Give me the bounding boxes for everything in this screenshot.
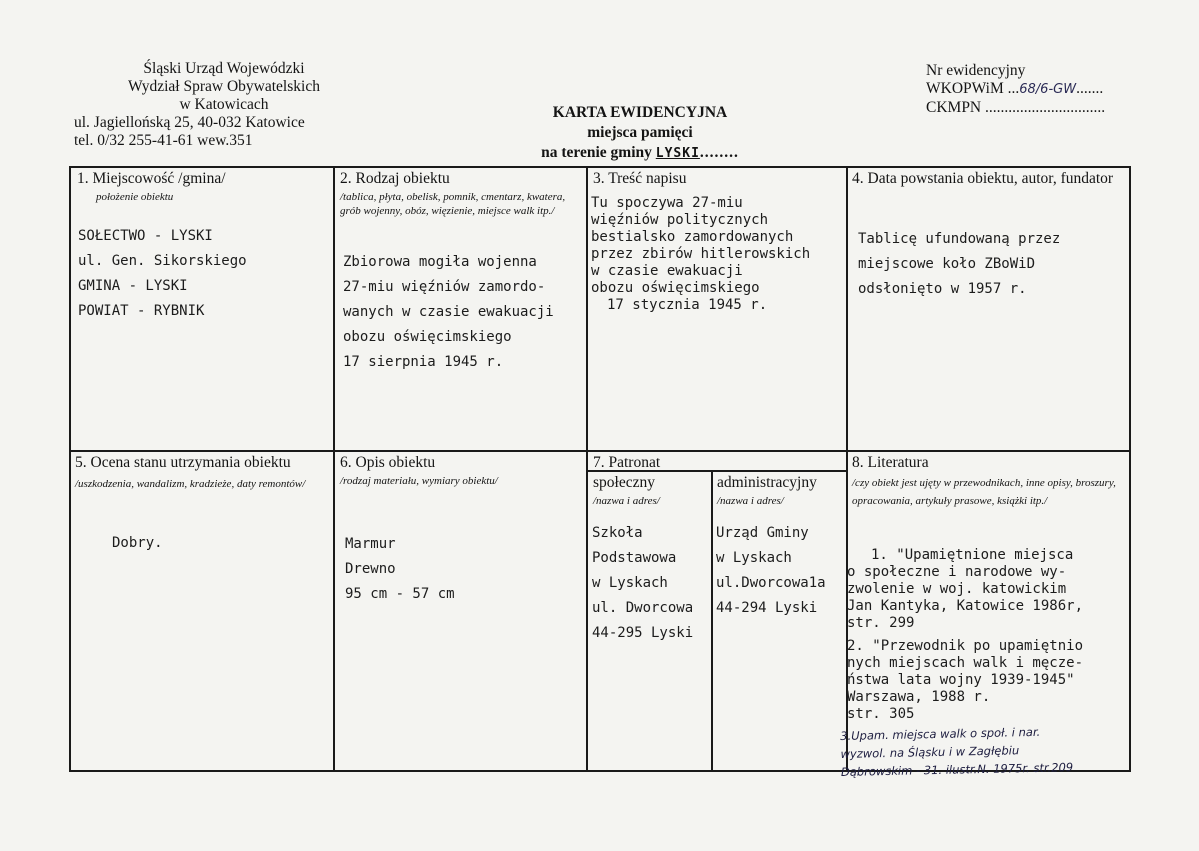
content-line: 44-295 Lyski	[592, 625, 694, 641]
handwritten-line: wyzwol. na Śląsku i w Zagłębiu	[840, 743, 1020, 761]
handwritten-note	[840, 721, 1141, 781]
cell-3-title: 3. Treść napisu	[593, 170, 687, 187]
cell-4-content	[858, 227, 1060, 302]
row-divider	[69, 450, 1131, 452]
content-line: GMINA - LYSKI	[78, 278, 188, 294]
patron-social-title: społeczny	[593, 474, 655, 491]
area-line: na terenie gminy LYSKI........	[541, 144, 739, 161]
content-line: w czasie ewakuacji	[591, 263, 743, 279]
office-phone: tel. 0/32 255-41-61 wew.351	[74, 132, 253, 149]
patron-admin-content	[716, 521, 826, 621]
cell-6-subtitle: /rodzaj materiału, wymiary obiektu/	[340, 475, 498, 487]
wkopwim-line: WKOPWiM ...68/6-GW.......	[926, 80, 1104, 97]
content-line: 95 cm - 57 cm	[345, 586, 455, 602]
content-line: Warszawa, 1988 r.	[847, 689, 991, 705]
content-line: str. 305	[847, 706, 915, 722]
office-line: w Katowicach	[179, 96, 269, 113]
content-line: Jan Kantyka, Katowice 1986r,	[847, 598, 1084, 614]
cell-6-title: 6. Opis obiektu	[340, 454, 436, 471]
cell-5-title: 5. Ocena stanu utrzymania obiektu	[75, 454, 291, 471]
cell-2-subtitle: /tablica, płyta, obelisk, pomnik, cmentarz, kwatera, grób wojenny, obóz, więzienie, miejsce walk itp./	[340, 191, 566, 217]
content-line: miejscowe koło ZBoWiD	[858, 256, 1036, 272]
ckmpn-line: CKMPN ...............................	[926, 99, 1106, 116]
content-line: zwolenie w woj. katowickim	[847, 581, 1067, 597]
cell-3-content	[591, 195, 810, 314]
cell-5-content: Dobry.	[112, 535, 163, 551]
column-divider	[586, 166, 588, 772]
cell-2-title: 2. Rodzaj obiektu	[340, 170, 450, 187]
content-line: POWIAT - RYBNIK	[78, 303, 205, 319]
office-header	[74, 60, 374, 150]
content-line: Urząd Gminy	[716, 525, 809, 541]
content-line: ul. Dworcowa	[592, 600, 694, 616]
cell-8-content	[847, 547, 1083, 723]
content-line: Zbiorowa mogiła wojenna	[343, 254, 537, 270]
content-line: ństwa lata wojny 1939-1945"	[847, 672, 1075, 688]
patron-admin-subtitle: /nazwa i adres/	[717, 495, 784, 507]
form-subtitle: miejsca pamięci	[587, 124, 693, 141]
handwritten-line: 3.Upam. miejsca walk o społ. i nar.	[840, 724, 1041, 743]
patron-admin-title: administracyjny	[717, 474, 817, 491]
office-line: Wydział Spraw Obywatelskich	[128, 78, 320, 95]
cell-1-title: 1. Miejscowość /gmina/	[77, 170, 226, 187]
content-line: 17 stycznia 1945 r.	[607, 297, 768, 313]
content-line: str. 299	[847, 615, 915, 631]
column-divider	[711, 472, 713, 772]
ckmpn-label: CKMPN	[926, 99, 982, 116]
cell-6-content	[345, 532, 455, 607]
area-label: na terenie gminy	[541, 144, 652, 161]
content-line: obozu oświęcimskiego	[591, 280, 760, 296]
content-line: odsłonięto w 1957 r.	[858, 281, 1027, 297]
content-line: przez zbirów hitlerowskich	[591, 246, 811, 262]
registry-block	[926, 62, 1166, 117]
reg-label: Nr ewidencyjny	[926, 62, 1026, 79]
content-line: SOŁECTWO - LYSKI	[78, 228, 213, 244]
cell-8-title: 8. Literatura	[852, 454, 929, 471]
area-value: LYSKI	[655, 146, 700, 161]
form-title-block	[490, 103, 790, 164]
content-line: w Lyskach	[716, 550, 792, 566]
office-line: Śląski Urząd Wojewódzki	[143, 60, 305, 77]
content-line: ul.Dworcowa1a	[716, 575, 826, 591]
patron-social-subtitle: /nazwa i adres/	[593, 495, 660, 507]
column-divider	[333, 166, 335, 772]
content-line: 17 sierpnia 1945 r.	[343, 354, 504, 370]
content-line: 44-294 Lyski	[716, 600, 818, 616]
cell-5-subtitle: /uszkodzenia, wandalizm, kradzieże, daty remontów/	[75, 478, 306, 490]
content-line: 1. "Upamiętnione miejsca	[871, 547, 1074, 563]
content-line: nych miejscach walk i męcze-	[847, 655, 1084, 671]
office-address: ul. Jagiellońską 25, 40-032 Katowice	[74, 114, 305, 131]
content-line: Podstawowa	[592, 550, 677, 566]
content-line: obozu oświęcimskiego	[343, 329, 512, 345]
content-line: wanych w czasie ewakuacji	[343, 304, 554, 320]
wkopwim-value: 68/6-GW	[1019, 82, 1077, 97]
content-line: Marmur	[345, 536, 396, 552]
wkopwim-label: WKOPWiM	[926, 80, 1004, 97]
form-title: KARTA EWIDENCYJNA	[552, 104, 728, 121]
content-line: Tablicę ufundowaną przez	[858, 231, 1061, 247]
content-line: Drewno	[345, 561, 396, 577]
cell-1-subtitle: położenie obiektu	[96, 191, 174, 203]
content-line: Tu spoczywa 27-miu	[591, 195, 743, 211]
cell-8-subtitle: /czy obiekt jest ujęty w przewodnikach, inne opisy, broszury, opracowania, artykuły prasowe, książki itp./	[852, 477, 1116, 507]
cell-4-title: 4. Data powstania obiektu, autor, fundator	[852, 170, 1114, 187]
patron-social-content	[592, 521, 693, 646]
content-line: o społeczne i narodowe wy-	[847, 564, 1067, 580]
content-line: Szkoła	[592, 525, 643, 541]
cell-7-title: 7. Patronat	[593, 454, 661, 471]
content-line: bestialsko zamordowanych	[591, 229, 794, 245]
handwritten-line: Dąbrowskim - 31. ilustr.N. 1975r. str.209	[840, 760, 1074, 779]
content-line: 2. "Przewodnik po upamiętnio	[847, 638, 1084, 654]
content-line: w Lyskach	[592, 575, 668, 591]
content-line: 27-miu więźniów zamordo-	[343, 279, 546, 295]
content-line: ul. Gen. Sikorskiego	[78, 253, 247, 269]
cell-2-content	[343, 250, 554, 375]
cell-1-content	[78, 224, 247, 324]
content-line: więźniów politycznych	[591, 212, 769, 228]
